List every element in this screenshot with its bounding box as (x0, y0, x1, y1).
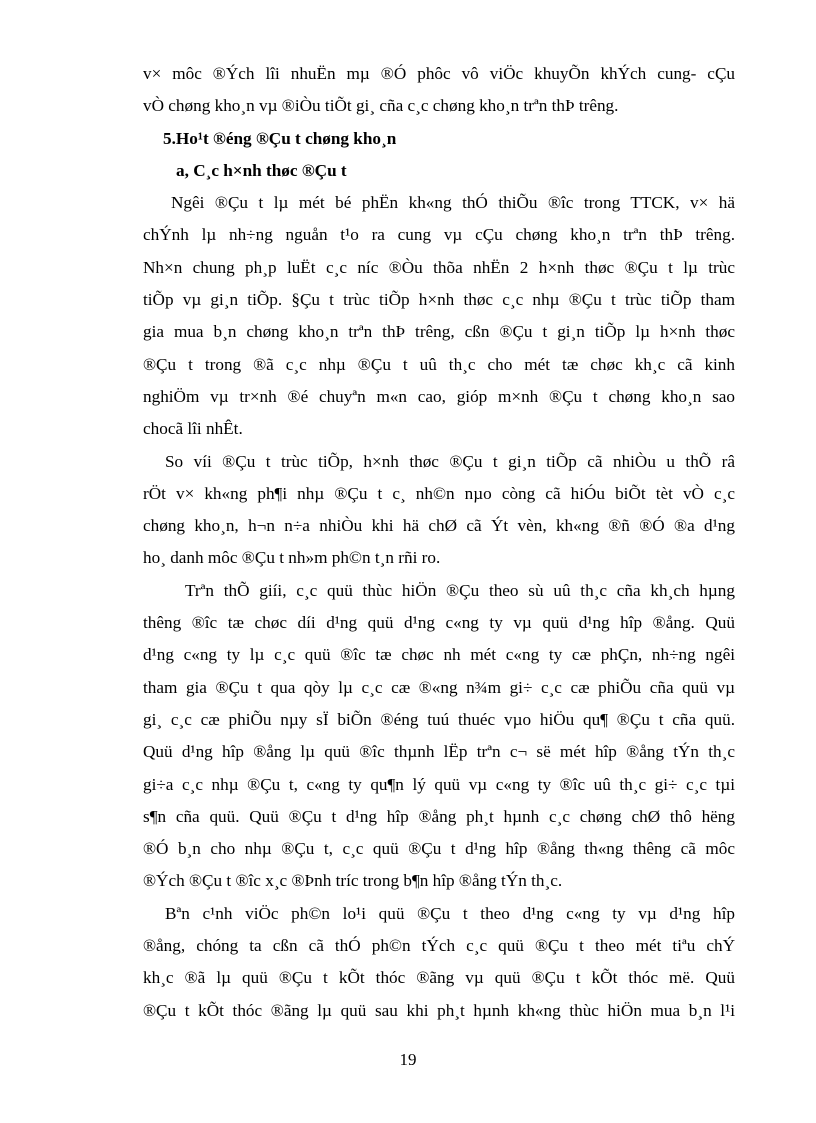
text-line: ®Ých ®Çu t ®îc x¸c ®Þnh tríc trong b¶n hîp ®ång tÝn th¸c. (143, 871, 563, 891)
page-number: 19 (399, 1050, 417, 1069)
subsection-heading: a, C¸c h×nh thøc ®Çu t (176, 160, 347, 180)
text-line: thêng ®îc tæ chøc díi d¹ng quü d¹ng c«ng ty vµ quü d¹ng hîp ®ång. Quü (143, 613, 735, 633)
section-heading: 5.Ho¹t ®éng ®Çu t chøng kho¸n (163, 128, 397, 148)
text-line: gi÷a c¸c nhµ ®Çu t, c«ng ty qu¶n lý quü vµ c«ng ty ®îc uû th¸c gi÷ c¸c tµi (143, 774, 735, 794)
text-line: Ngêi ®Çu t lµ mét bé phËn kh«ng thÓ thiÕu ®îc trong TTCK, v× hä (171, 193, 735, 213)
text-line: ®ång, chóng ta cßn cã thÓ ph©n tÝch c¸c quü ®Çu t theo mét tiªu chÝ (143, 936, 735, 956)
text-line: rÖt v× kh«ng ph¶i nhµ ®Çu t c¸ nh©n nµo còng cã hiÓu biÕt tèt vÒ c¸c (143, 483, 735, 503)
text-line: kh¸c ®ã lµ quü ®Çu t kÕt thóc ®ãng vµ quü ®Çu t kÕt thóc më. Quü (143, 968, 735, 988)
text-line: ®Ó b¸n cho nhµ ®Çu t, c¸c quü ®Çu t d¹ng hîp ®ång th«ng thêng cã môc (143, 839, 735, 859)
text-line: chøng kho¸n, h¬n n÷a nhiÒu khi hä chØ cã Ýt vèn, kh«ng ®ñ ®Ó ®a d¹ng (143, 516, 735, 536)
text-line: ®Çu t kÕt thóc ®ãng lµ quü sau khi ph¸t hµnh kh«ng thùc hiÖn mua b¸n l¹i (143, 1000, 735, 1020)
text-line: Quü d¹ng hîp ®ång lµ quü ®îc thµnh lËp trªn c¬ së mét hîp ®ång tÝn th¸c (143, 742, 735, 762)
text-line: chocã lîi nhÊt. (143, 419, 243, 439)
text-line: So víi ®Çu t trùc tiÕp, h×nh thøc ®Çu t gi¸n tiÕp cã nhiÒu u thÕ râ (165, 451, 735, 471)
text-line: Bªn c¹nh viÖc ph©n lo¹i quü ®Çu t theo d¹ng c«ng ty vµ d¹ng hîp (165, 903, 735, 923)
text-line: nghiÖm vµ tr×nh ®é chuyªn m«n cao, gióp m×nh ®Çu t chøng kho¸n sao (143, 386, 735, 406)
text-line: d¹ng c«ng ty lµ c¸c quü ®îc tæ chøc nh mét c«ng ty cæ phÇn, nh÷ng ngêi (143, 645, 735, 665)
text-line: vÒ chøng kho¸n vµ ®iÒu tiÕt gi¸ cña c¸c chøng kho¸n trªn thÞ trêng. (143, 96, 619, 116)
text-line: Trªn thÕ giíi, c¸c quü thùc hiÖn ®Çu theo sù uû th¸c cña kh¸ch hµng (185, 580, 735, 600)
text-line: s¶n cña quü. Quü ®Çu t d¹ng hîp ®ång ph¸t hµnh c¸c chøng chØ thô hëng (143, 806, 735, 826)
text-line: ®Çu t trong ®ã c¸c nhµ ®Çu t uû th¸c cho mét tæ chøc kh¸c cã kinh (143, 354, 735, 374)
text-line: Nh×n chung ph¸p luËt c¸c níc ®Òu thõa nhËn 2 h×nh thøc ®Çu t lµ trùc (143, 257, 735, 277)
text-line: gia mua b¸n chøng kho¸n trªn thÞ trêng, cßn ®Çu t gi¸n tiÕp lµ h×nh thøc (143, 322, 735, 342)
text-line: chÝnh lµ nh÷ng nguån t¹o ra cung vµ cÇu chøng kho¸n trªn thÞ trêng. (143, 225, 735, 245)
text-line: gi¸ c¸c cæ phiÕu nµy sÏ biÕn ®éng tuú thuéc vµo hiÖu qu¶ ®Çu t cña quü. (143, 709, 735, 729)
text-line: ho¸ danh môc ®Çu t nh»m ph©n t¸n rñi ro. (143, 548, 441, 568)
text-line: v× môc ®Ých lîi nhuËn mµ ®Ó phôc vô viÖc khuyÕn khÝch cung- cÇu (143, 64, 735, 83)
document-body (143, 58, 735, 1027)
text-line: tham gia ®Çu t qua qòy lµ c¸c cæ ®«ng n¾m gi÷ c¸c cæ phiÕu cña quü vµ (143, 677, 735, 697)
text-line: tiÕp vµ gi¸n tiÕp. §Çu t trùc tiÕp h×nh thøc c¸c nhµ ®Çu t trùc tiÕp tham (143, 290, 735, 310)
